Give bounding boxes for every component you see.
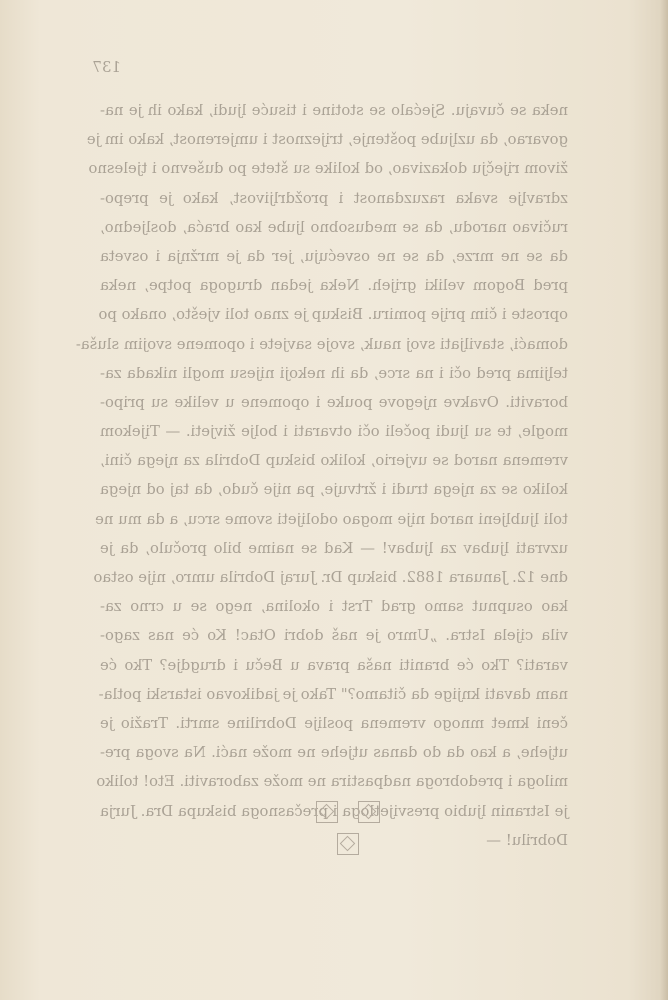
text-line: varati? Tko će braniti naša prava u Beču i drugdje? Tko će [100, 656, 568, 674]
text-line: čeni kmet mnogo vremena poslije Dobriline smrti. Tražio je [100, 714, 568, 732]
text-line: živom riječju dokazivao, od kolike su štete po duševno i tjelesno [88, 160, 568, 178]
text-line: vila cijela Istra. „Umro je naš dobri Otac! Ko će nas zago- [100, 627, 568, 645]
text-line: mogle, te su ljudi počeli oči otvarati i bolje živjeti. — Tijekom [100, 423, 568, 441]
text-line: neka se čuvaju. Sjećalo se stotine i tisuće ljudi, kako ih je na- [100, 102, 568, 119]
text-line: govarao, da uzljube poštenje, trijeznost i umjerenost, kako im je [86, 131, 568, 149]
text-line: vremena narod se uvjerio, koliko biskup Dobrila za njega čini, [100, 452, 568, 470]
text-line: koliko se za njega trudi i žrtvuje, pa nije čudo, da taj od njega [100, 481, 568, 499]
text-line: nam davati knjige da čitamo?" Tako je jadikovao istarski potla- [98, 685, 568, 703]
text-line: uzvrati ljubav za ljubav! — Kad se naime bilo pročulo, da je [100, 539, 568, 557]
text-line: teljima pred oči i na srce, da ih nekoji nijesu mogli nikada za- [100, 364, 568, 382]
square-diamond-ornament-icon [337, 833, 359, 855]
text-line: toli ljubljeni narod nije mogao odolijeti svome srcu, a da mu ne [95, 510, 568, 528]
text-line: da se ne mrze, da se ne osvećuju, jer da je mržnja i osveta [100, 247, 568, 265]
text-line: kao osupnut samo grad Trst i okolina, nego se u crno za- [100, 598, 568, 616]
text-line: dne 12. Januara 1882. biskup Dr. Juraj Dobrila umro, nije ostao [93, 569, 568, 586]
text-line: oproste i čim prije pomiru. Biskup je znao toli vješto, onako po [98, 306, 568, 324]
square-diamond-ornament-icon [358, 801, 380, 823]
text-line: boraviti. Ovakve njegove pouke i opomene u velike su pripo- [100, 393, 568, 411]
text-line: pred Bogom veliki grijeh. Neka jedan drugoga potpe, neka [100, 277, 568, 295]
text-line: Dobrilu! — [486, 831, 568, 849]
text-line: zdravlje svaka razuzdanost i proždrljivost, kako je prepo- [100, 189, 568, 207]
square-diamond-ornament-icon [316, 801, 338, 823]
page-number: 137 [92, 58, 121, 76]
text-line: utjehe, a kao da do danas utjehe ne može naći. Na svoga pre- [100, 744, 568, 762]
text-line: miloga i predobroga nadpastira ne može zaboraviti. Eto! toliko [96, 773, 568, 791]
text-line: ručivao narodu, da se medusobno ljube kao braća, dosljedno, [100, 218, 568, 236]
text-line: je Istranin ljubio presvijetloga i prečasnoga biskupa Dra. Jurja [100, 802, 568, 820]
text-line: domaći, staviljati svoj nauk, svoje savjete i opomene svojim sluša- [75, 335, 568, 353]
